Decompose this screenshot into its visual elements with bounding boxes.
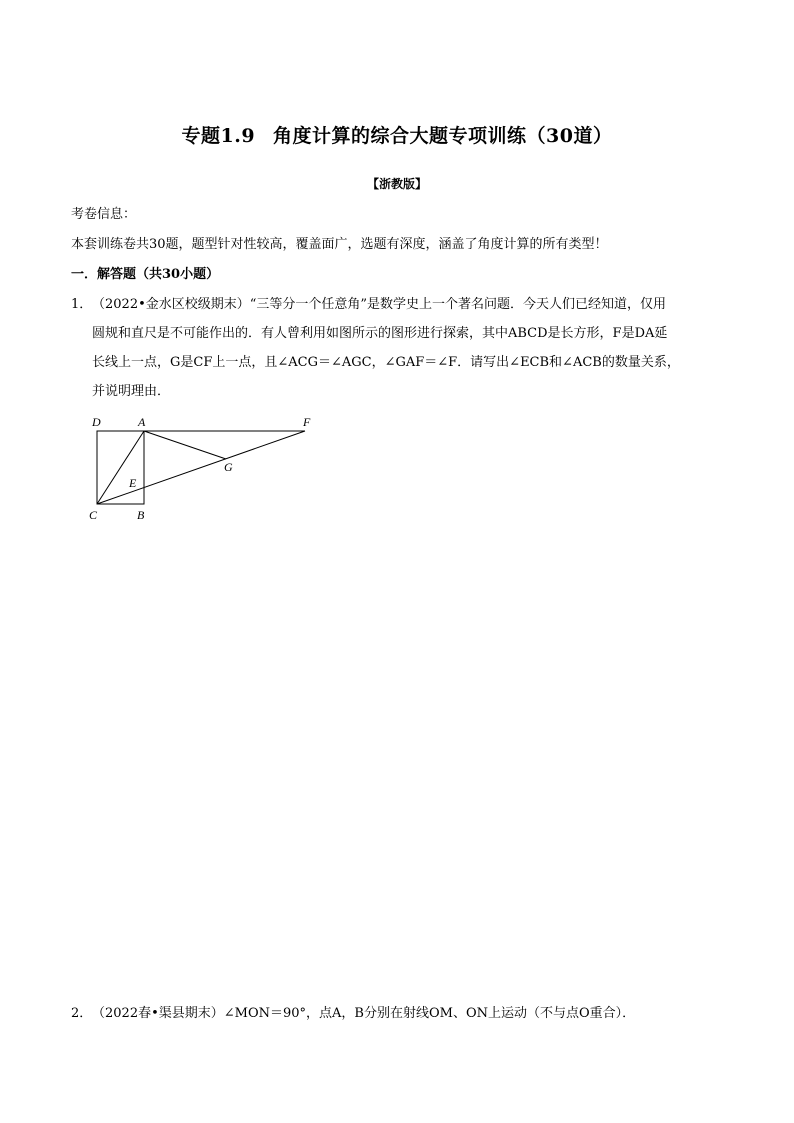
segment-cf — [97, 431, 305, 504]
question-line: 圆规和直尺是不可能作出的．有人曾利用如图所示的图形进行探索，其中ABCD是长方形，F是DA延 — [92, 326, 668, 341]
label-d: D — [92, 415, 101, 429]
label-e: E — [129, 476, 137, 490]
title-text: 角度计算的综合大题专项训练（30道） — [273, 125, 613, 147]
question-line: （2022•金水区校级期末）“三等分一个任意角”是数学史上一个著名问题．今天人们已经知道，仅用 — [92, 297, 667, 312]
question-line: 长线上一点，G是CF上一点，且∠ACG＝∠AGC，∠GAF＝∠F．请写出∠ECB和∠ACB的数量关系， — [92, 355, 680, 370]
question-line: （2022春•渠县期末）∠MON＝90°，点A，B分别在射线OM、ON上运动（不与点O重合）． — [92, 1006, 636, 1021]
question-1 — [71, 290, 726, 406]
label-b: B — [137, 508, 145, 522]
question-number: 1． — [71, 297, 93, 312]
geometry-figure — [85, 412, 325, 527]
question-line: 并说明理由． — [92, 384, 171, 399]
label-c: C — [89, 508, 98, 522]
label-a: A — [138, 415, 146, 429]
segment-ca — [97, 431, 144, 504]
exam-info-text: 本套训练卷共30题，题型针对性较高，覆盖面广，选题有深度，涵盖了角度计算的所有类型！ — [71, 237, 608, 252]
question-2 — [71, 999, 726, 1028]
segment-ag — [144, 431, 226, 459]
exam-info-label: 考卷信息： — [71, 207, 137, 222]
page-title — [0, 121, 794, 148]
question-number: 2． — [71, 1006, 93, 1021]
title-number: 专题1.9 — [181, 125, 256, 147]
edition-label: 【浙教版】 — [366, 177, 427, 191]
section-heading: 一．解答题（共30小题） — [71, 267, 220, 282]
label-f: F — [303, 415, 311, 429]
label-g: G — [224, 460, 233, 474]
